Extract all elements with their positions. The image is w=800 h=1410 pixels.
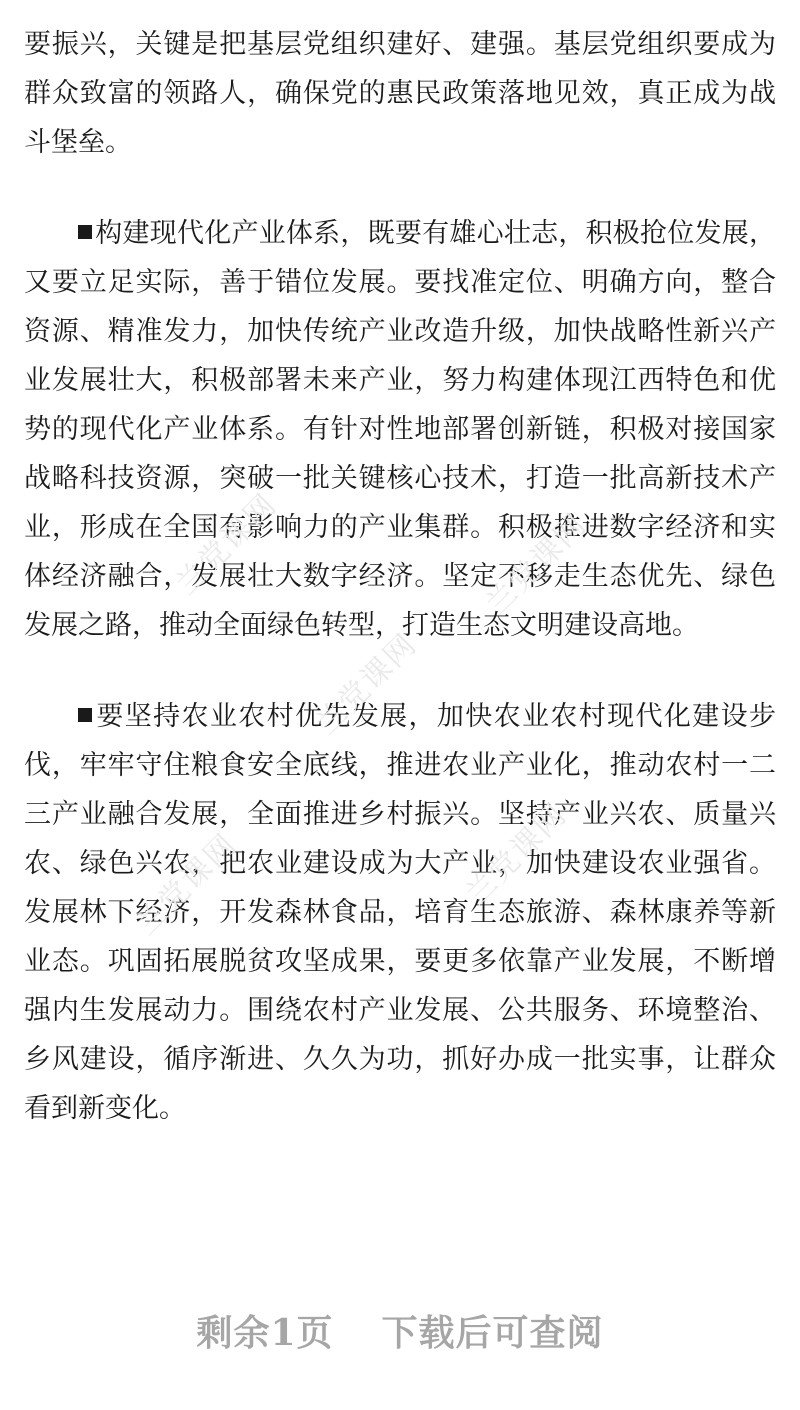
paragraph-agriculture xyxy=(24,692,776,1133)
download-hint-label: 下载后可查阅 xyxy=(381,1312,604,1354)
bullet-square-icon xyxy=(78,225,92,239)
paragraph-industry-text: 构建现代化产业体系，既要有雄心壮志，积极抢位发展，又要立足实际，善于错位发展。要找准定位、明确方向，整合资源、精准发力，加快传统产业改造升级，加快战略性新兴产业发展壮大，积极部署未来产业，努力构建体现江西特色和优势的现代化产业体系。有针对性地部署创新链，积极对接国家战略科技资源，突破一批关键核心技术，打造一批高新技术产业，形成在全国有影响力的产业集群。积极推进数字经济和实体经济融合，发展壮大数字经济。坚定不移走生态优先、绿色发展之路，推动全面绿色转型，打造生态文明建设高地。 xyxy=(24,218,776,641)
document-body xyxy=(24,20,776,1133)
paragraph-industry xyxy=(24,209,776,650)
bullet-square-icon xyxy=(78,708,92,722)
watermark: 兰党课网 xyxy=(308,626,425,743)
watermark: 兰党课网 xyxy=(478,506,595,623)
paragraph-intro: 要振兴，关键是把基层党组织建好、建强。基层党组织要成为群众致富的领路人，确保党的惠民政策落地见效，真正成为战斗堡垒。 xyxy=(24,29,776,158)
watermark: 兰党课网 xyxy=(458,796,575,913)
remaining-pages-label: 剩余1页 xyxy=(196,1312,334,1354)
download-prompt[interactable] xyxy=(0,1305,800,1356)
watermark: 兰党课网 xyxy=(168,486,285,603)
paragraph-agriculture-text: 要坚持农业农村优先发展，加快农业农村现代化建设步伐，牢牢守住粮食安全底线，推进农业产业化，推动农村一二三产业融合发展，全面推进乡村振兴。坚持产业兴农、质量兴农、绿色兴农，把农业建设成为大产业，加快建设农业强省。发展林下经济，开发森林食品，培育生态旅游、森林康养等新业态。巩固拓展脱贫攻坚成果，要更多依靠产业发展，不断增强内生发展动力。围绕农村产业发展、公共服务、环境整治、乡风建设，循序渐进、久久为功，抓好办成一批实事，让群众看到新变化。 xyxy=(24,701,776,1124)
watermark: 兰党课网 xyxy=(128,826,245,943)
